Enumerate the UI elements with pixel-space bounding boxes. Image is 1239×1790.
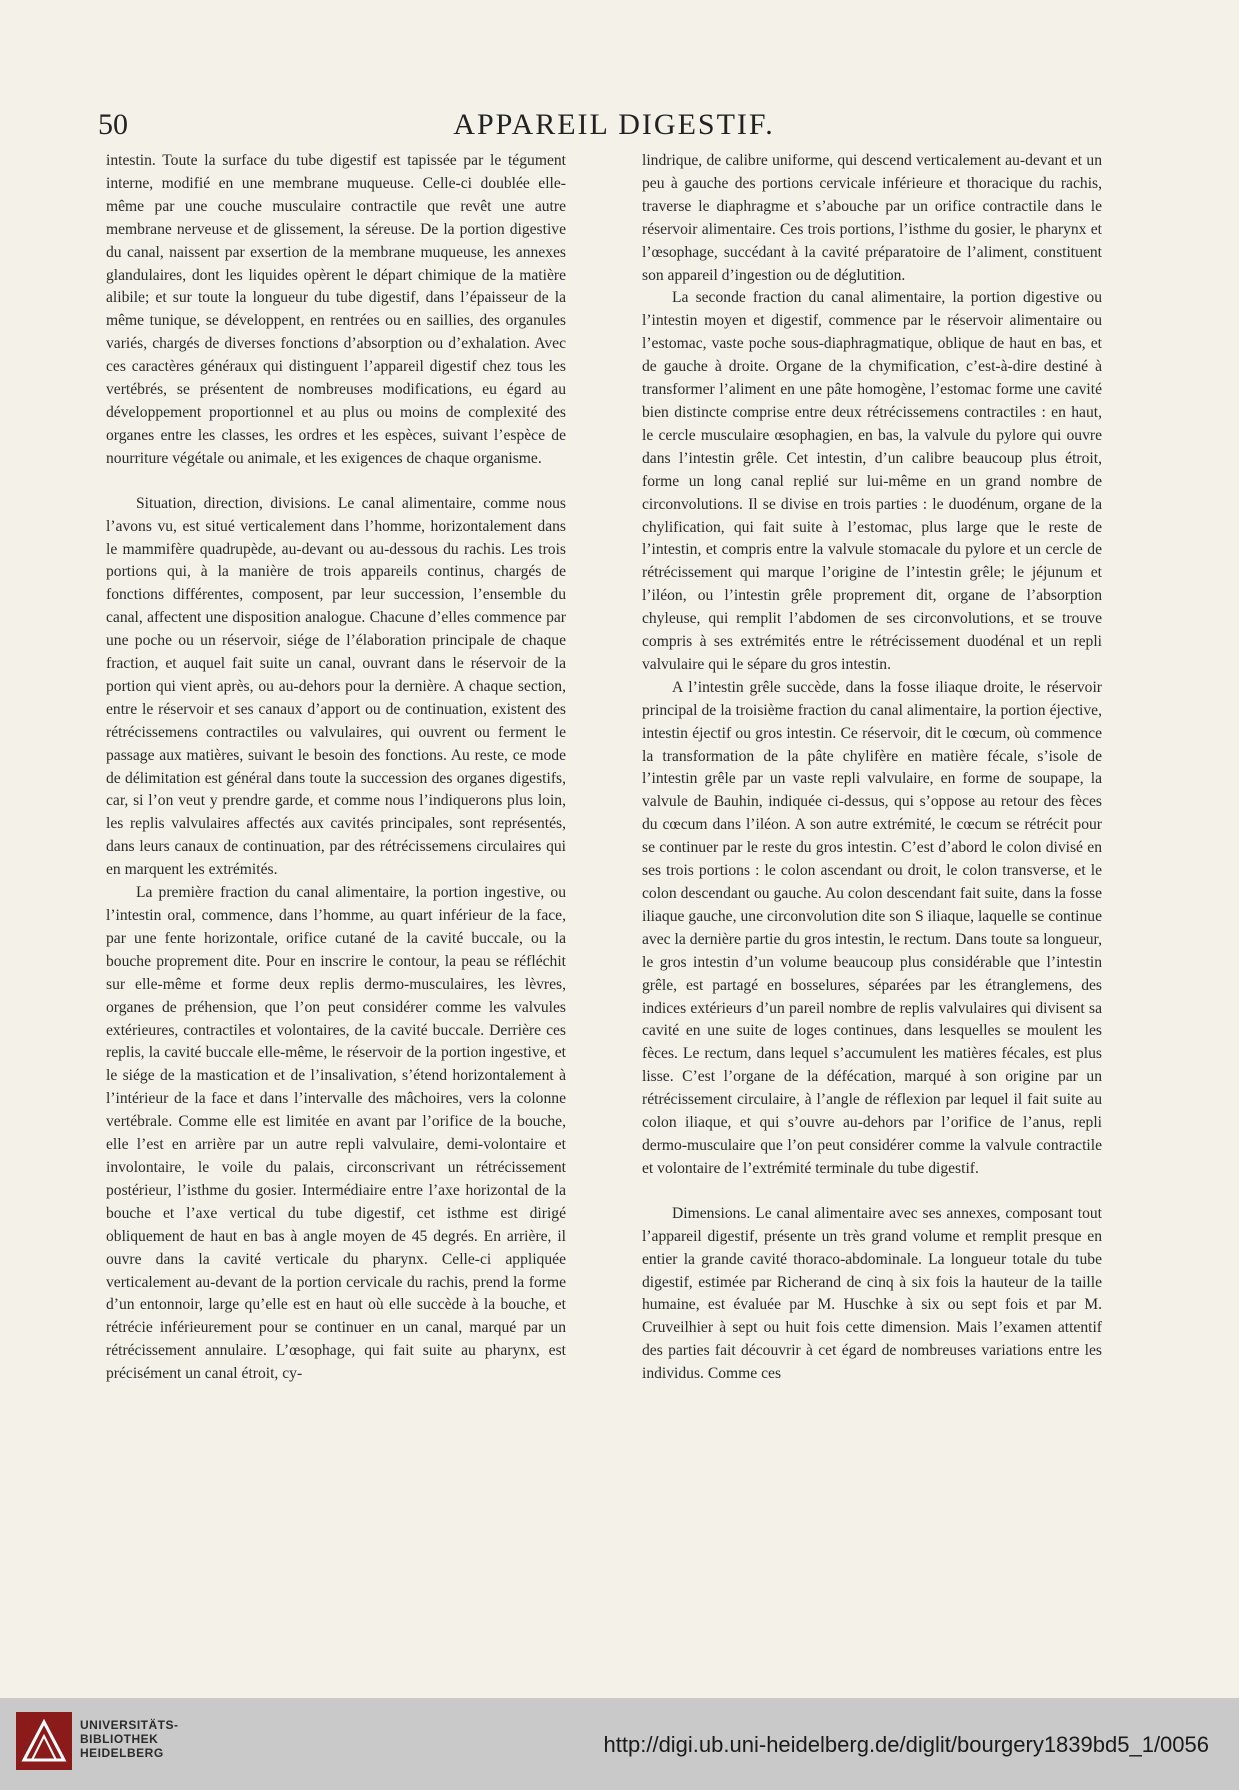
- paragraph: Dimensions. Le canal alimentaire avec ses annexes, composant tout l’appareil digestif, présente un très grand volume et remplit presque en entier la grande cavité thoraco-abdominale. La longueur totale du tube digestif, estimée par Richerand de cinq à six fois la hauteur de la taille humaine, est évaluée par M. Huschke à six ou sept fois et par M. Cruveilhier à sept ou huit fois cette dimension. Mais l’examen attentif des parties fait découvrir à cet égard de nombreuses variations entre les individus. Comme ces: [642, 1204, 1102, 1383]
- paragraph: lindrique, de calibre uniforme, qui descend verticalement au-devant et un peu à gauche des portions cervicale inférieure et thoracique du rachis, traverse le diaphragme et s’abouche par un orifice contractile dans le réservoir alimentaire. Ces trois portions, l’isthme du gosier, le pharynx et l’œsophage, succédant à la cavité préparatoire de l’aliment, constituent son appareil d’ingestion ou de déglutition.: [642, 152, 1102, 284]
- library-logo-icon: [14, 1710, 74, 1772]
- paragraph: Situation, direction, divisions. Le canal alimentaire, comme nous l’avons vu, est situé verticalement dans l’homme, horizontalement dans le mammifère quadrupède, au-devant ou au-dessous du rachis. Les trois portions qui, à la manière de trois appareils continus, chargés de fonctions différentes, composent, par leur succession, l’ensemble du canal, affectent une disposition analogue. Chacune d’elles commence par une poche ou un réservoir, siége de l’élaboration principale de chaque fraction, et auquel fait suite un canal, ouvrant dans le réservoir de la portion qui vient après, ou au-dehors pour la dernière. A chaque section, entre le réservoir et ses canaux d’apport ou de continuation, existent des rétrécissemens contractiles ou valvulaires, qui ouvrent ou ferment le passage aux matières, suivant le besoin des fonctions. Au reste, ce mode de délimitation est général dans toute la succession des organes digestifs, car, si l’on veut y prendre garde, et comme nous l’indiquerons plus loin, les replis valvulaires affectés aux cavités principales, sont représentés, dans leurs canaux de continuation, par des rétrécissemens circulaires qui en marquent les extrémités.: [106, 494, 566, 879]
- right-column: [642, 150, 1102, 1386]
- page-header: [98, 108, 1130, 148]
- page-number: 50: [98, 108, 128, 141]
- source-url-link[interactable]: http://digi.ub.uni-heidelberg.de/diglit/bourgery1839bd5_1/0056: [603, 1732, 1209, 1757]
- paragraph: La première fraction du canal alimentaire, la portion ingestive, ou l’intestin oral, commence, dans l’homme, au quart inférieur de la face, par une fente horizontale, orifice cutané de la cavité buccale, ou la bouche proprement dite. Pour en inscrire le contour, la peau se réfléchit sur elle-même et forme deux replis dermo-musculaires, les lèvres, organes de préhension, que l’on peut considérer comme les valvules extérieures, contractiles et volontaires, de la cavité buccale. Derrière ces replis, la cavité buccale elle-même, le réservoir de la portion ingestive, et le siége de la mastication et de l’insalivation, s’étend horizontalement à l’intérieur de la face et dans l’intervalle des mâchoires, vers la colonne vertébrale. Comme elle est limitée en avant par l’orifice de la bouche, elle l’est en arrière par un autre repli valvulaire, demi-volontaire et involontaire, le voile du palais, circonscrivant un rétrécissement postérieur, l’isthme du gosier. Intermédiaire entre l’axe horizontal de la bouche et l’axe vertical du tube digestif, cet isthme est dirigé obliquement de haut en bas à angle moyen de 45 degrés. En arrière, il ouvre dans la cavité verticale du pharynx. Celle-ci appliquée verticalement au-devant de la portion cervicale du rachis, prend la forme d’un entonnoir, large qu’elle est en haut où elle succède à la bouche, et rétrécie inférieurement pour se continuer en un canal, marqué par un rétrécissement annulaire. L’œsophage, qui fait suite au pharynx, est précisément un canal étroit, cy-: [106, 884, 566, 1383]
- library-name: UNIVERSITÄTS- BIBLIOTHEK HEIDELBERG: [80, 1718, 179, 1760]
- running-head: APPAREIL DIGESTIF.: [453, 108, 775, 141]
- left-column: [106, 150, 566, 1386]
- paragraph: intestin. Toute la surface du tube digestif est tapissée par le tégument interne, modifié en une membrane muqueuse. Celle-ci doublée elle-même par une couche musculaire contractile que revêt une autre membrane nerveuse et de glissement, la séreuse. De la portion digestive du canal, naissent par exsertion de la membrane muqueuse, les annexes glandulaires, dont les liquides opèrent le départ chimique de la matière alibile; et sur toute la longueur du tube digestif, dans l’épaisseur de la même tunique, se développent, en rentrées ou en saillies, des organules variés, chargés de diverses fonctions d’absorption ou d’exhalation. Avec ces caractères généraux qui distinguent l’appareil digestif chez tous les vertébrés, se présentent de nombreuses modifications, eu égard au développement proportionnel et au plus ou moins de complexité des organes entre les classes, les ordres et les espèces, suivant l’espèce de nourriture végétale ou animale, et les exigences de chaque organisme.: [106, 152, 566, 467]
- paragraph: La seconde fraction du canal alimentaire, la portion digestive ou l’intestin moyen et digestif, commence par le réservoir alimentaire ou l’estomac, vaste poche sous-diaphragmatique, oblique de haut en bas, et de gauche à droite. Organe de la chymification, c’est-à-dire destiné à transformer l’aliment en une pâte homogène, l’estomac forme une cavité bien distincte comprise entre deux rétrécissemens contractiles : en haut, le cercle musculaire œsophagien, en bas, la valvule du pylore qui ouvre dans l’intestin grêle. Cet intestin, d’un calibre beaucoup plus étroit, forme un long canal replié sur lui-même en un grand nombre de circonvolutions. Il se divise en trois parties : le duodénum, organe de la chylification, qui fait suite à l’estomac, plus large que le reste de l’intestin, et compris entre la valvule stomacale du pylore et un cercle de rétrécissement qui marque l’origine de l’intestin grêle; le jéjunum et l’iléon, ou l’intestin grêle proprement dit, organe de l’absorption chyleuse, qui remplit l’abdomen de ses circonvolutions, et se trouve compris à ses extrémités entre le rétrécissement duodénal et un repli valvulaire qui le sépare du gros intestin.: [642, 289, 1102, 673]
- paragraph: A l’intestin grêle succède, dans la fosse iliaque droite, le réservoir principal de la troisième fraction du canal alimentaire, la portion éjective, intestin éjectif ou gros intestin. Ce réservoir, dit le cœcum, où commence la transformation de la pâte chylifère en matière fécale, s’isole de l’intestin grêle par un vaste repli valvulaire, en forme de soupape, la valvule de Bauhin, indiquée ci-dessus, qui s’oppose au retour des fèces du cœcum dans l’iléon. A son autre extrémité, le cœcum se rétrécit pour se continuer par le reste du gros intestin. C’est d’abord le colon divisé en ses trois portions : le colon ascendant ou droit, le colon transverse, et le colon descendant ou gauche. Au colon descendant fait suite, dans la fosse iliaque gauche, une circonvolution dite son S iliaque, laquelle se continue avec la dernière partie du gros intestin, le rectum. Dans toute sa longueur, le gros intestin d’un volume beaucoup plus considérable que l’intestin grêle, est partagé en bosselures, séparées par les étranglemens, des indices extérieurs d’un pareil nombre de replis valvulaires qui divisent sa cavité en une suite de loges continues, dans lesquelles se moulent les fèces. Le rectum, dans lequel s’accumulent les matières fécales, est plus lisse. C’est l’organe de la défécation, marqué à son origine par un rétrécissement circulaire, à l’angle de réflexion par lequel il fait suite au colon iliaque, et qui s’ouvre au-dehors par l’orifice de l’anus, repli dermo-musculaire que l’on peut considérer comme la valvule contractile et volontaire de l’extrémité terminale du tube digestif.: [642, 678, 1102, 1177]
- digitization-footer: [0, 1698, 1239, 1790]
